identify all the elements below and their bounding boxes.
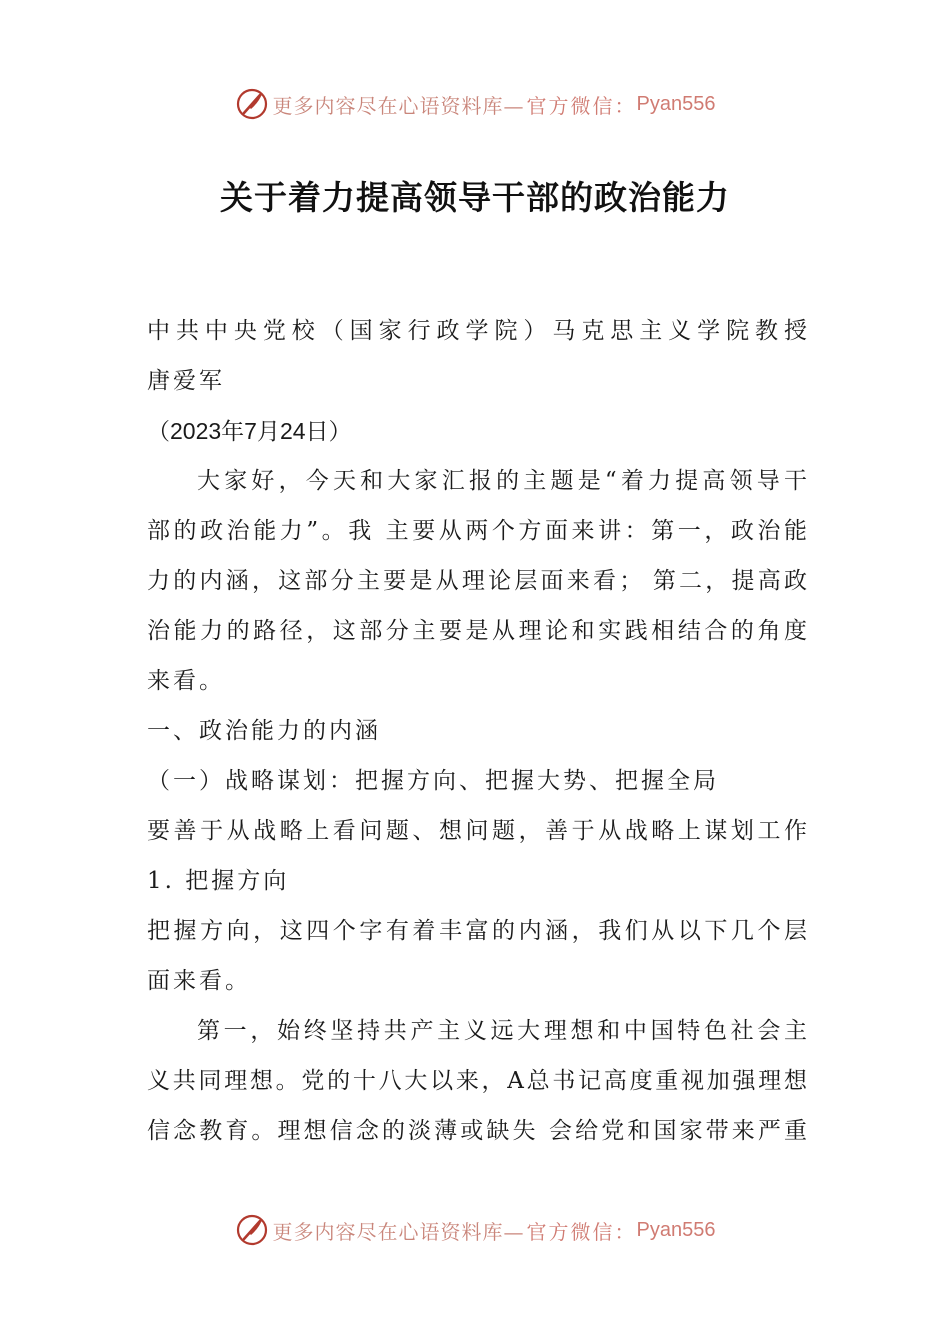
- paragraph-line: 信念教育。理想信念的淡薄或缺失 会给党和国家带来严重: [147, 1118, 807, 1144]
- watermark-wechat-label: 官方微信：: [526, 1219, 637, 1244]
- paragraph-line: 力的内涵，这部分主要是从理论层面来看； 第二，提高政: [147, 568, 807, 594]
- author-affiliation: 中共中央党校（国家行政学院）马克思主义学院教授: [147, 318, 807, 344]
- paragraph-line: 治能力的路径，这部分主要是从理论和实践相结合的角度: [147, 618, 807, 644]
- document-body: [147, 306, 807, 1156]
- watermark-text: 更多内容尽在心语资料库—: [272, 1219, 525, 1244]
- watermark-wechat-id: Pyan556: [636, 92, 716, 115]
- document-title: 关于着力提高领导干部的政治能力: [220, 178, 730, 217]
- quill-logo-icon: [235, 1213, 269, 1247]
- subsection-heading: （一）战略谋划：把握方向、把握大势、把握全局: [147, 768, 719, 794]
- section-heading: 一、政治能力的内涵: [147, 718, 381, 744]
- watermark-banner-bottom: [0, 1210, 950, 1250]
- document-date: （2023年7月24日）: [147, 418, 352, 444]
- paragraph-line: 来看。: [147, 668, 225, 694]
- paragraph-line: 部的政治能力”。我 主要从两个方面来讲：第一，政治能: [147, 518, 807, 544]
- watermark-wechat-label: 官方微信：: [526, 93, 637, 118]
- watermark-text: 更多内容尽在心语资料库—: [272, 93, 525, 118]
- numbered-heading: 1. 把握方向: [147, 868, 290, 894]
- paragraph-line: 要善于从战略上看问题、想问题，善于从战略上谋划工作: [147, 818, 807, 844]
- paragraph-line: 义共同理想。党的十八大以来，A总书记高度重视加强理想: [147, 1068, 807, 1094]
- paragraph-line: 把握方向，这四个字有着丰富的内涵，我们从以下几个层: [147, 918, 807, 944]
- watermark-banner-top: [0, 84, 950, 124]
- paragraph-line: 第一，始终坚持共产主义远大理想和中国特色社会主: [197, 1018, 807, 1044]
- paragraph-line: 大家好，今天和大家汇报的主题是“着力提高领导干: [197, 468, 807, 494]
- quill-logo-icon: [235, 87, 269, 121]
- author-name: 唐爱军: [147, 368, 225, 394]
- watermark-wechat-id: Pyan556: [636, 1218, 716, 1241]
- paragraph-line: 面来看。: [147, 968, 251, 994]
